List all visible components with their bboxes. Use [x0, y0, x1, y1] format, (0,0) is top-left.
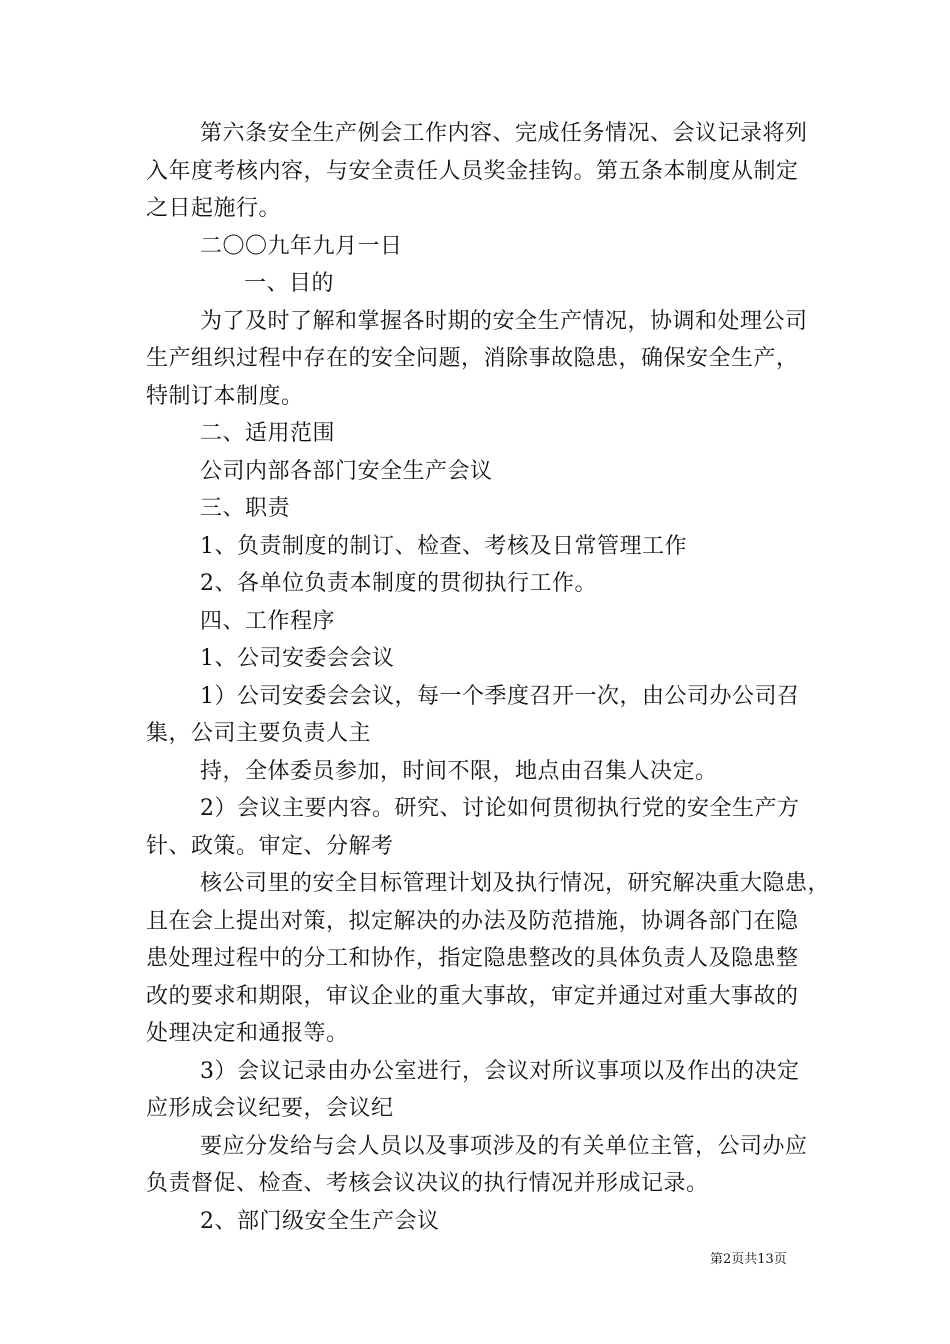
- text-line: 患处理过程中的分工和协作，指定隐患整改的具体负责人及隐患整: [146, 946, 799, 971]
- subsection-heading: 1、公司安委会会议: [200, 646, 395, 671]
- text-line: 要应分发给与会人员以及事项涉及的有关单位主管，公司办应: [200, 1134, 808, 1159]
- section-heading: 三、职责: [200, 496, 291, 521]
- text-line: 为了及时了解和掌握各时期的安全生产情况，协调和处理公司: [200, 309, 808, 334]
- text-line: 生产组织过程中存在的安全问题，消除事故隐患，确保安全生产，: [146, 346, 799, 371]
- text-line: 应形成会议纪要，会议纪: [146, 1096, 394, 1121]
- text-line: 且在会上提出对策，拟定解决的办法及防范措施，协调各部门在隐: [146, 909, 799, 934]
- text-line: 入年度考核内容，与安全责任人员奖金挂钩。第五条本制度从制定: [146, 159, 799, 184]
- text-line: 针、政策。审定、分解考: [146, 834, 394, 859]
- text-line: 2、各单位负责本制度的贯彻执行工作。: [200, 571, 597, 596]
- text-line: 1）公司安委会会议，每一个季度召开一次，由公司办公司召: [200, 684, 800, 709]
- text-line: 3）会议记录由办公室进行，会议对所议事项以及作出的决定: [200, 1059, 800, 1084]
- text-line: 2）会议主要内容。研究、讨论如何贯彻执行党的安全生产方: [200, 796, 800, 821]
- text-line: 改的要求和期限，审议企业的重大事故，审定并通过对重大事故的: [146, 984, 799, 1009]
- text-line: 处理决定和通报等。: [146, 1021, 349, 1046]
- text-line: 1、负责制度的制订、检查、考核及日常管理工作: [200, 534, 687, 559]
- text-line: 二〇〇九年九月一日: [200, 234, 403, 259]
- text-line: 集，公司主要负责人主: [146, 721, 372, 746]
- text-line: 公司内部各部门安全生产会议: [200, 459, 493, 484]
- page-number: 第2页共13页: [710, 1252, 787, 1267]
- text-line: 之日起施行。: [146, 196, 282, 221]
- section-heading: 一、目的: [244, 271, 335, 296]
- section-heading: 四、工作程序: [200, 609, 336, 634]
- section-heading: 二、适用范围: [200, 421, 336, 446]
- subsection-heading: 2、部门级安全生产会议: [200, 1209, 440, 1234]
- text-line: 持，全体委员参加，时间不限，地点由召集人决定。: [200, 759, 718, 784]
- text-line: 特制订本制度。: [146, 384, 304, 409]
- text-line: 负责督促、检查、考核会议决议的执行情况并形成记录。: [146, 1171, 709, 1196]
- text-line: 核公司里的安全目标管理计划及执行情况，研究解决重大隐患，: [200, 871, 831, 896]
- text-line: 第六条安全生产例会工作内容、完成任务情况、会议记录将列: [200, 121, 808, 146]
